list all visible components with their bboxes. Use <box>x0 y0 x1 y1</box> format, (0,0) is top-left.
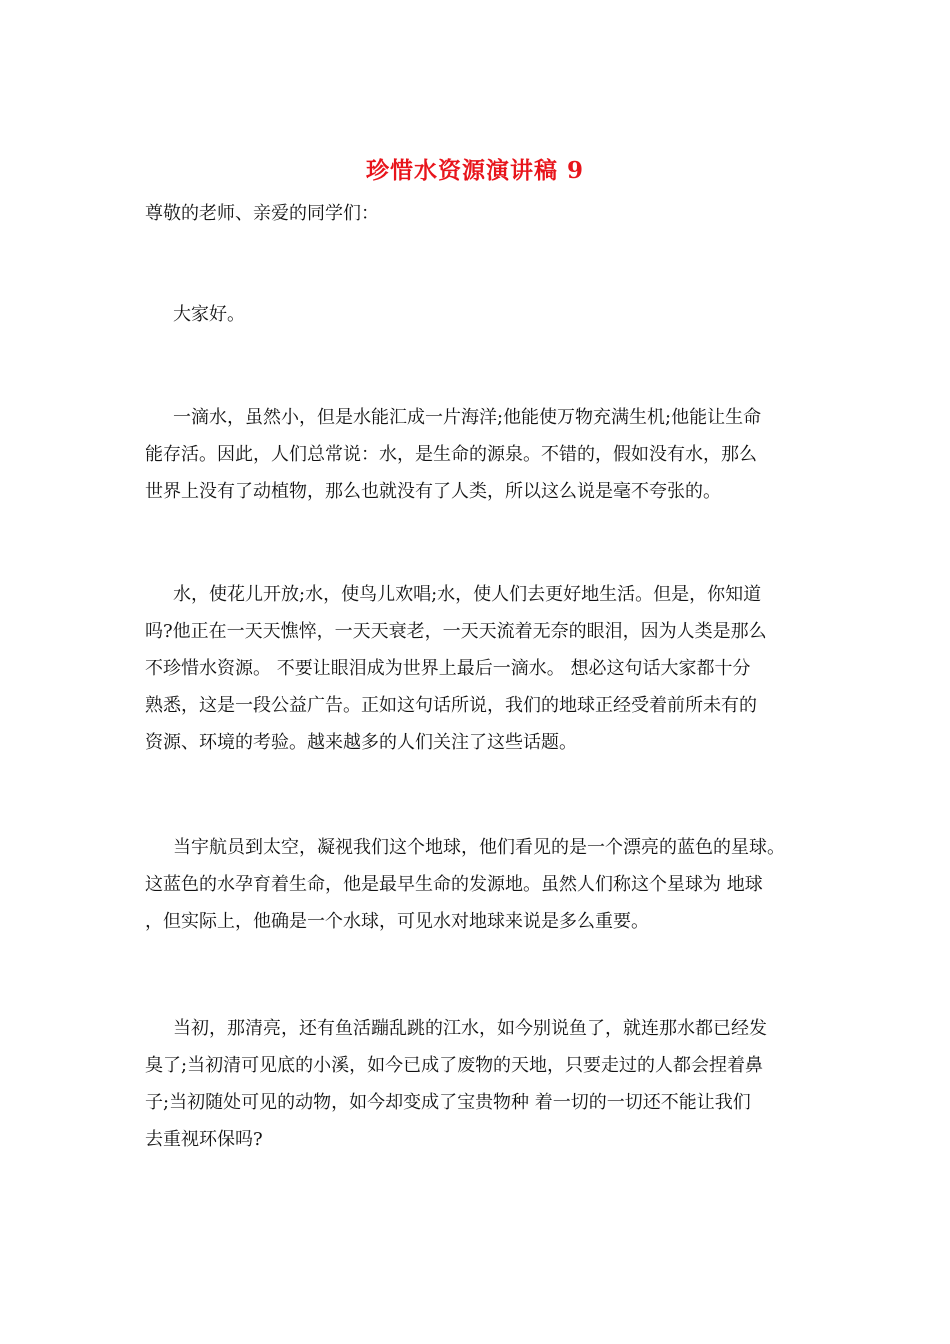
paragraph-line: 水，使花儿开放;水，使鸟儿欢唱;水，使人们去更好地生活。但是，你知道 <box>173 584 762 605</box>
paragraph-line: 一滴水，虽然小，但是水能汇成一片海洋;他能使万物充满生机;他能让生命 <box>173 407 762 428</box>
paragraph-line: 去重视环保吗? <box>145 1129 263 1150</box>
paragraph-line: 这蓝色的水孕育着生命，他是最早生命的发源地。虽然人们称这个星球为 地球 <box>145 874 763 895</box>
paragraph-line: 当宇航员到太空，凝视我们这个地球，他们看见的是一个漂亮的蓝色的星球。 <box>173 837 785 858</box>
paragraph-line: 世界上没有了动植物，那么也就没有了人类，所以这么说是毫不夸张的。 <box>145 481 721 502</box>
paragraph-water-uses <box>145 576 825 761</box>
paragraph-pollution <box>145 1010 825 1158</box>
paragraph-line: 子;当初随处可见的动物，如今却变成了宝贵物种 着一切的一切还不能让我们 <box>145 1092 751 1113</box>
paragraph-line: 吗?他正在一天天憔悴，一天天衰老，一天天流着无奈的眼泪，因为人类是那么 <box>145 621 767 642</box>
paragraph-line: 臭了;当初清可见底的小溪，如今已成了废物的天地，只要走过的人都会捏着鼻 <box>145 1055 764 1076</box>
paragraph-blue-planet <box>145 829 825 940</box>
paragraph-line: ，但实际上，他确是一个水球，可见水对地球来说是多么重要。 <box>145 911 649 932</box>
document-title: 珍惜水资源演讲稿 9 <box>365 157 584 184</box>
salutation: 尊敬的老师、亲爱的同学们： <box>145 203 379 224</box>
paragraph-line: 熟悉，这是一段公益广告。正如这句话所说，我们的地球正经受着前所未有的 <box>145 695 757 716</box>
paragraph-greeting <box>145 296 825 333</box>
paragraph-line: 不珍惜水资源。 不要让眼泪成为世界上最后一滴水。 想必这句话大家都十分 <box>145 658 751 679</box>
paragraph-line: 当初，那清亮，还有鱼活蹦乱跳的江水，如今别说鱼了，就连那水都已经发 <box>173 1018 767 1039</box>
paragraph-drop-of-water <box>145 399 825 510</box>
paragraph-line: 大家好。 <box>173 304 245 325</box>
paragraph-line: 能存活。因此，人们总常说：水，是生命的源泉。不错的，假如没有水，那么 <box>145 444 757 465</box>
paragraph-line: 资源、环境的考验。越来越多的人们关注了这些话题。 <box>145 732 577 753</box>
